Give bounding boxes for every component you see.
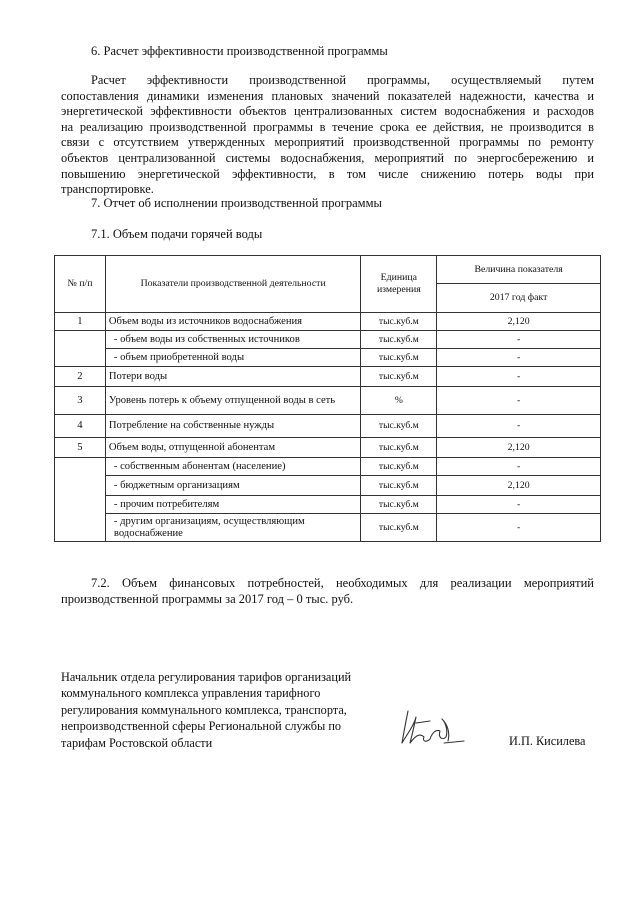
paragraph-line: энергетической эффективности объектов централизованных систем водоснабжения и расходов	[61, 104, 594, 119]
cell-unit: тыс.куб.м	[361, 438, 437, 458]
cell-unit: тыс.куб.м	[361, 349, 437, 367]
cell-value: -	[437, 331, 601, 349]
header-unit: Единица измерения	[361, 256, 437, 313]
section-6-paragraph	[61, 73, 594, 198]
cell-name: - прочим потребителям	[105, 496, 360, 514]
paragraph-line: Расчет эффективности производственной программы, осуществляемый путем	[91, 73, 594, 87]
cell-name: Уровень потерь к объему отпущенной воды в сеть	[105, 387, 360, 415]
cell-num: 3	[55, 387, 106, 415]
cell-unit: тыс.куб.м	[361, 476, 437, 496]
cell-unit: %	[361, 387, 437, 415]
cell-unit: тыс.куб.м	[361, 458, 437, 476]
cell-unit: тыс.куб.м	[361, 514, 437, 542]
cell-unit: тыс.куб.м	[361, 313, 437, 331]
signer-line: Начальник отдела регулирования тарифов организаций	[61, 670, 352, 684]
cell-value: -	[437, 496, 601, 514]
paragraph-line: связи с отсутствием утвержденных мероприятий производственной программы по ремонту	[61, 135, 594, 150]
signer-line: коммунального комплекса управления тарифного	[61, 686, 321, 701]
cell-num: 1	[55, 313, 106, 331]
cell-name: Потребление на собственные нужды	[105, 415, 360, 438]
cell-name: - объем приобретенной воды	[105, 349, 360, 367]
signer-position	[61, 669, 351, 751]
cell-num: 4	[55, 415, 106, 438]
paragraph-line: на реализацию производственной программы в течение срока ее действия, не производится в	[61, 119, 594, 134]
cell-name: - собственным абонентам (население)	[105, 458, 360, 476]
header-value-group: Величина показателя	[437, 256, 601, 284]
cell-value: 2,120	[437, 313, 601, 331]
cell-unit: тыс.куб.м	[361, 415, 437, 438]
header-num: № п/п	[55, 256, 106, 313]
section-7-title: 7. Отчет об исполнении производственной программы	[91, 196, 382, 210]
cell-value: -	[437, 514, 601, 542]
table-row	[55, 313, 601, 331]
cell-num	[55, 331, 106, 367]
table-row	[55, 496, 601, 514]
header-value-sub-text: 2017 год факт	[489, 292, 548, 303]
cell-value: -	[437, 349, 601, 367]
cell-value: -	[437, 387, 601, 415]
cell-unit: тыс.куб.м	[361, 367, 437, 387]
cell-unit: тыс.куб.м	[361, 496, 437, 514]
cell-name: Объем воды из источников водоснабжения	[105, 313, 360, 331]
table-body	[55, 313, 601, 542]
cell-num: 5	[55, 438, 106, 458]
cell-value: -	[437, 458, 601, 476]
section-7-1-title: 7.1. Объем подачи горячей воды	[91, 227, 263, 241]
signer-name: И.П. Кисилева	[509, 734, 586, 748]
cell-name: - другим организациям, осуществляющим водоснабжение	[105, 514, 360, 542]
cell-name: - объем воды из собственных источников	[105, 331, 360, 349]
table-row	[55, 514, 601, 542]
signer-line: тарифам Ростовской области	[61, 735, 213, 750]
cell-name: Потери воды	[105, 367, 360, 387]
paragraph-line: повышению энергетической эффективности, в том числе снижению потерь воды при	[61, 166, 594, 181]
cell-unit: тыс.куб.м	[361, 331, 437, 349]
table-row	[55, 476, 601, 496]
table-row	[55, 331, 601, 349]
table-row	[55, 349, 601, 367]
paragraph-line: производственной программы за 2017 год – 0 тыс. руб.	[61, 592, 354, 606]
table-row	[55, 387, 601, 415]
cell-value: 2,120	[437, 476, 601, 496]
cell-num: 2	[55, 367, 106, 387]
signer-line: регулирования коммунального комплекса, транспорта,	[61, 702, 347, 717]
paragraph-line: транспортировке.	[61, 182, 154, 197]
cell-name: Объем воды, отпущенной абонентам	[105, 438, 360, 458]
section-7-2-paragraph	[61, 575, 594, 607]
hot-water-table	[54, 255, 601, 542]
cell-name: - бюджетным организациям	[105, 476, 360, 496]
cell-value: 2,120	[437, 438, 601, 458]
table-row	[55, 415, 601, 438]
table-row	[55, 438, 601, 458]
cell-num	[55, 458, 106, 542]
paragraph-line: 7.2. Объем финансовых потребностей, необходимых для реализации мероприятий	[91, 576, 594, 590]
header-value-sub	[437, 284, 601, 313]
cell-value: -	[437, 415, 601, 438]
section-6-title: 6. Расчет эффективности производственной программы	[91, 44, 388, 58]
table-row	[55, 367, 601, 387]
table-row	[55, 458, 601, 476]
paragraph-line: объектов централизованной системы водоснабжения, мероприятий по энергосбережению и	[61, 150, 594, 165]
handwritten-signature	[396, 703, 476, 753]
paragraph-line: сопоставления динамики изменения плановых значений показателей надежности, качества и	[61, 88, 594, 103]
cell-value: -	[437, 367, 601, 387]
signer-line: непроизводственной сферы Региональной службы по	[61, 719, 342, 734]
header-indicator: Показатели производственной деятельности	[105, 256, 360, 313]
